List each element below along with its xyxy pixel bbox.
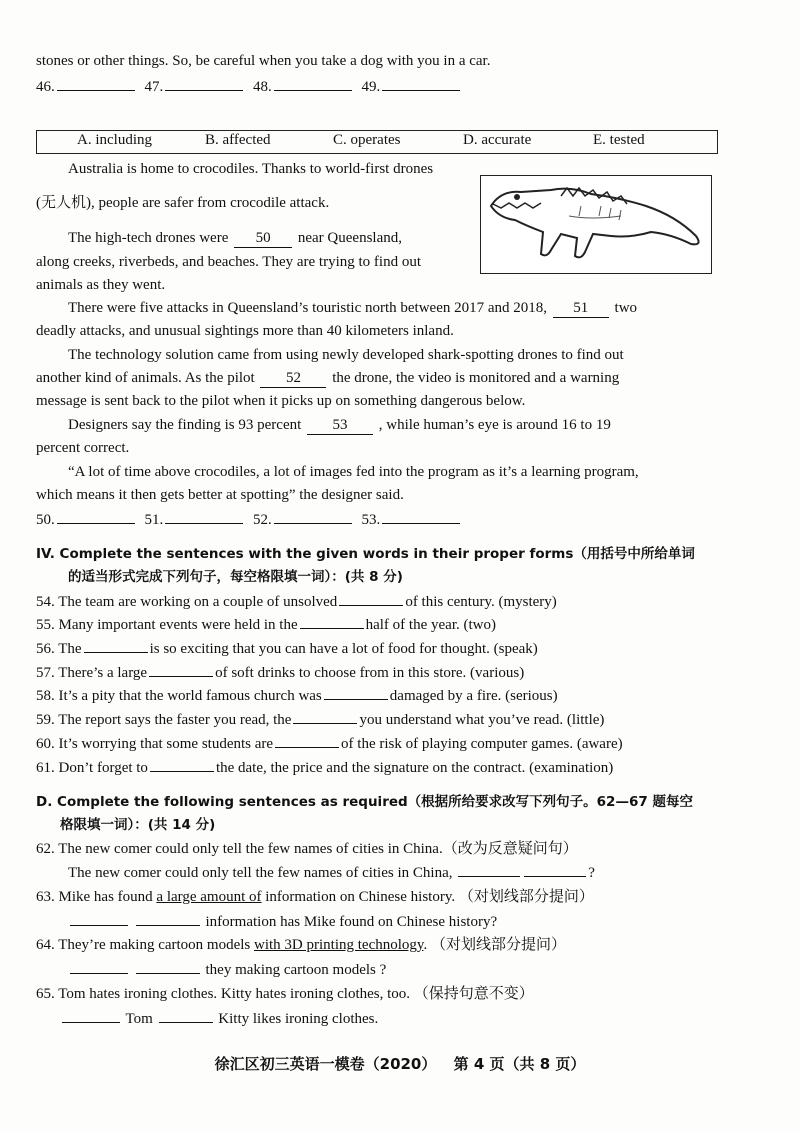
passage-paragraph-4: The technology solution came from using newly developed shark-spotting drones to find out [68, 347, 624, 363]
answer-blank-51[interactable]: 51 [553, 299, 609, 318]
passage-paragraph-5: Designers say the finding is 93 percent 53 , while human’s eye is around 16 to 19 [68, 417, 611, 433]
answer-blank-65b[interactable] [159, 1007, 213, 1023]
blank-label-48: 48. [253, 79, 272, 95]
question-61: 61. Don’t forget to the date, the price and the signature on the contract. (examination) [36, 756, 613, 780]
section-iv-heading: IV. Complete the sentences with the given words in their proper forms（用括号中所给单词 [36, 546, 695, 562]
passage-paragraph-6-line2: which means it then gets better at spotting” the designer said. [36, 487, 404, 503]
underlined-phrase-63: a large amount of [156, 889, 262, 905]
word-bank-box [36, 130, 718, 154]
passage-paragraph-1-cont: (无人机), people are safer from crocodile attack. [36, 195, 330, 211]
blank-label-49: 49. [361, 79, 381, 95]
question-56: 56. The is so exciting that you can have a lot of food for thought. (speak) [36, 637, 538, 661]
question-59: 59. The report says the faster you read, the you understand what you’ve read. (little) [36, 708, 604, 732]
page-number: 第 4 页（共 8 页） [453, 1055, 586, 1073]
word-option-c: C. operates [333, 132, 401, 148]
word-option-b: B. affected [205, 132, 271, 148]
answer-blank-59[interactable] [293, 708, 357, 724]
question-64-answer-line: they making cartoon models ? [68, 958, 386, 982]
answer-row-46-49 [36, 75, 462, 99]
answer-blank-52[interactable]: 52 [260, 369, 326, 388]
question-65: 65. Tom hates ironing clothes. Kitty hates ironing clothes, too. （保持句意不变） [36, 986, 534, 1002]
answer-blank-46[interactable] [57, 75, 135, 91]
blank-label-52: 52. [253, 512, 272, 528]
word-option-d: D. accurate [463, 132, 532, 148]
passage-paragraph-2-line2: along creeks, riverbeds, and beaches. They are trying to find out [36, 254, 422, 270]
answer-blank-54[interactable] [339, 590, 403, 606]
question-57: 57. There’s a large of soft drinks to choose from in this store. (various) [36, 661, 524, 685]
passage-paragraph-2: The high-tech drones were 50 near Queensland, [68, 230, 402, 246]
answer-blank-47[interactable] [165, 75, 243, 91]
underlined-phrase-64: with 3D printing technology [254, 937, 424, 953]
answer-blank-52b[interactable] [274, 508, 352, 524]
answer-blank-62b[interactable] [524, 861, 586, 877]
answer-blank-60[interactable] [275, 732, 339, 748]
answer-blank-58[interactable] [324, 684, 388, 700]
question-63: 63. Mike has found a large amount of information on Chinese history. （对划线部分提问） [36, 889, 594, 905]
answer-blank-51b[interactable] [165, 508, 243, 524]
passage-paragraph-2-line3: animals as they went. [36, 277, 166, 293]
question-63-answer-line: information has Mike found on Chinese history? [68, 910, 497, 934]
answer-blank-50b[interactable] [57, 508, 135, 524]
page-footer [0, 1053, 800, 1074]
crocodile-icon [481, 176, 711, 273]
passage-paragraph-6: “A lot of time above crocodiles, a lot of images fed into the program as it’s a learning program, [68, 464, 639, 480]
crocodile-illustration [480, 175, 712, 274]
answer-blank-63a[interactable] [70, 910, 128, 926]
blank-label-51: 51. [144, 512, 164, 528]
passage-paragraph-3: There were five attacks in Queensland’s touristic north between 2017 and 2018, 51 two [68, 300, 638, 316]
answer-blank-63b[interactable] [136, 910, 200, 926]
question-55: 55. Many important events were held in the half of the year. (two) [36, 613, 496, 637]
passage-paragraph-3-line2: deadly attacks, and unusual sightings more than 40 kilometers inland. [36, 323, 454, 339]
question-54: 54. The team are working on a couple of unsolved of this century. (mystery) [36, 590, 557, 614]
question-65-answer-line: Tom Kitty likes ironing clothes. [60, 1007, 378, 1031]
word-option-e: E. tested [593, 132, 645, 148]
answer-row-50-53 [36, 508, 462, 532]
section-iv-heading-cont: 的适当形式完成下列句子，每空格限填一词）：(共 8 分) [68, 569, 403, 585]
answer-blank-62a[interactable] [458, 861, 520, 877]
passage-end-line: stones or other things. So, be careful when you take a dog with you in a car. [36, 53, 491, 69]
word-option-a: A. including [77, 132, 152, 148]
blank-label-46: 46. [36, 79, 55, 95]
blank-label-47: 47. [144, 79, 164, 95]
answer-blank-49[interactable] [382, 75, 460, 91]
question-58: 58. It’s a pity that the world famous church was damaged by a fire. (serious) [36, 684, 558, 708]
question-64: 64. They’re making cartoon models with 3D printing technology. （对划线部分提问） [36, 937, 566, 953]
passage-paragraph-1: Australia is home to crocodiles. Thanks to world-first drones [68, 161, 434, 177]
answer-blank-57[interactable] [149, 661, 213, 677]
answer-blank-55[interactable] [300, 613, 364, 629]
question-60: 60. It’s worrying that some students are of the risk of playing computer games. (aware) [36, 732, 623, 756]
exam-title: 徐汇区初三英语一模卷（2020） [214, 1055, 437, 1073]
passage-paragraph-5-line2: percent correct. [36, 440, 130, 456]
passage-paragraph-4-line2: another kind of animals. As the pilot 52 the drone, the video is monitored and a warning [36, 370, 620, 386]
section-d-heading: D. Complete the following sentences as required（根据所给要求改写下列句子。62—67 题每空 [36, 794, 693, 810]
answer-blank-53b[interactable] [382, 508, 460, 524]
answer-blank-48[interactable] [274, 75, 352, 91]
answer-blank-53[interactable]: 53 [307, 416, 373, 435]
answer-blank-64b[interactable] [136, 958, 200, 974]
blank-label-50: 50. [36, 512, 55, 528]
answer-blank-64a[interactable] [70, 958, 128, 974]
question-62: 62. The new comer could only tell the few names of cities in China.（改为反意疑问句） [36, 841, 578, 857]
answer-blank-61[interactable] [150, 756, 214, 772]
passage-paragraph-4-line3: message is sent back to the pilot when it picks up on something dangerous below. [36, 393, 526, 409]
section-d-heading-cont: 格限填一词）：(共 14 分) [60, 817, 216, 833]
question-62-answer-line: The new comer could only tell the few names of cities in China, ? [68, 861, 595, 885]
answer-blank-56[interactable] [84, 637, 148, 653]
blank-label-53: 53. [361, 512, 381, 528]
answer-blank-65a[interactable] [62, 1007, 120, 1023]
answer-blank-50[interactable]: 50 [234, 229, 292, 248]
